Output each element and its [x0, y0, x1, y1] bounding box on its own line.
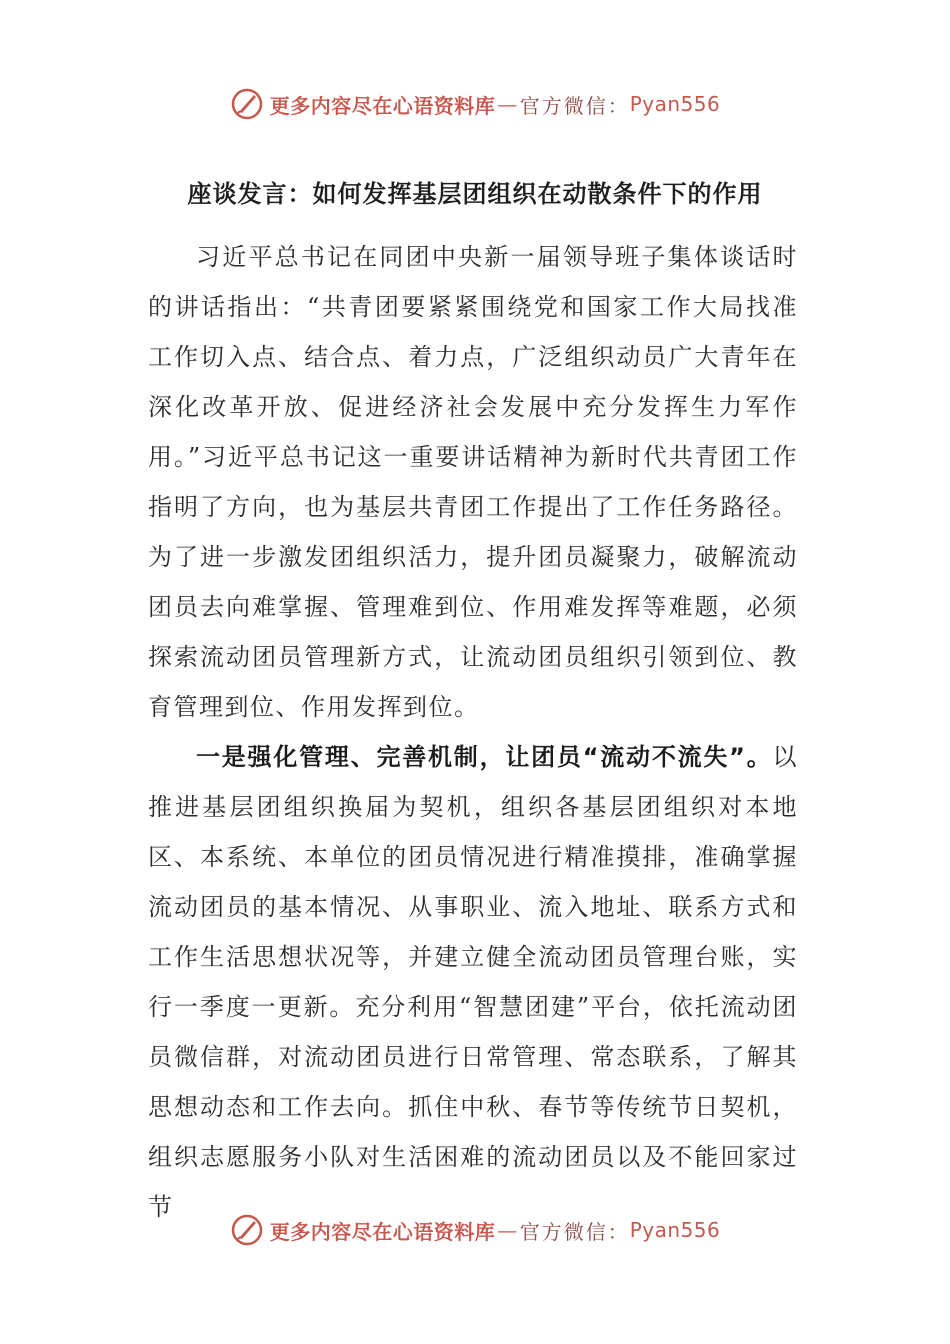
document-title: 座谈发言：如何发挥基层团组织在动散条件下的作用	[187, 180, 763, 208]
watermark-footer	[0, 1210, 950, 1250]
quill-logo-icon	[230, 1213, 264, 1247]
watermark-official-label: 官方微信：	[519, 93, 630, 118]
watermark-wechat-id: Pyan556	[629, 1218, 721, 1242]
watermark-dash: —	[497, 92, 518, 116]
quill-logo-icon	[230, 87, 264, 121]
paragraph-2-lead: 一是强化管理、完善机制，让团员“流动不流失”。	[196, 743, 773, 771]
paragraph-2	[148, 732, 798, 1232]
paragraph-2-body: 以推进基层团组织换届为契机，组织各基层团组织对本地区、本系统、本单位的团员情况进行精准摸排，准确掌握流动团员的基本情况、从事职业、流入地址、联系方式和工作生活思想状况等，并建立健全流动团员管理台账，实行一季度一更新。充分利用“智慧团建”平台，依托流动团员微信群，对流动团员进行日常管理、常态联系，了解其思想动态和工作去向。抓住中秋、春节等传统节日契机，组织志愿服务小队对生活困难的流动团员以及不能回家过节	[148, 743, 798, 1221]
paragraph-1: 习近平总书记在同团中央新一届领导班子集体谈话时的讲话指出：“共青团要紧紧围绕党和国家工作大局找准工作切入点、结合点、着力点，广泛组织动员广大青年在深化改革开放、促进经济社会发展中充分发挥生力军作用。”习近平总书记这一重要讲话精神为新时代共青团工作指明了方向，也为基层共青团工作提出了工作任务路径。为了进一步激发团组织活力，提升团员凝聚力，破解流动团员去向难掌握、管理难到位、作用难发挥等难题，必须探索流动团员管理新方式，让流动团员组织引领到位、教育管理到位、作用发挥到位。	[148, 243, 798, 721]
watermark-brand: 更多内容尽在心语资料库	[269, 1219, 496, 1244]
watermark-header	[0, 84, 950, 124]
document-body	[148, 232, 798, 1232]
watermark-brand: 更多内容尽在心语资料库	[269, 93, 496, 118]
watermark-dash: —	[497, 1218, 518, 1242]
watermark-official-label: 官方微信：	[519, 1219, 630, 1244]
watermark-wechat-id: Pyan556	[629, 92, 721, 116]
